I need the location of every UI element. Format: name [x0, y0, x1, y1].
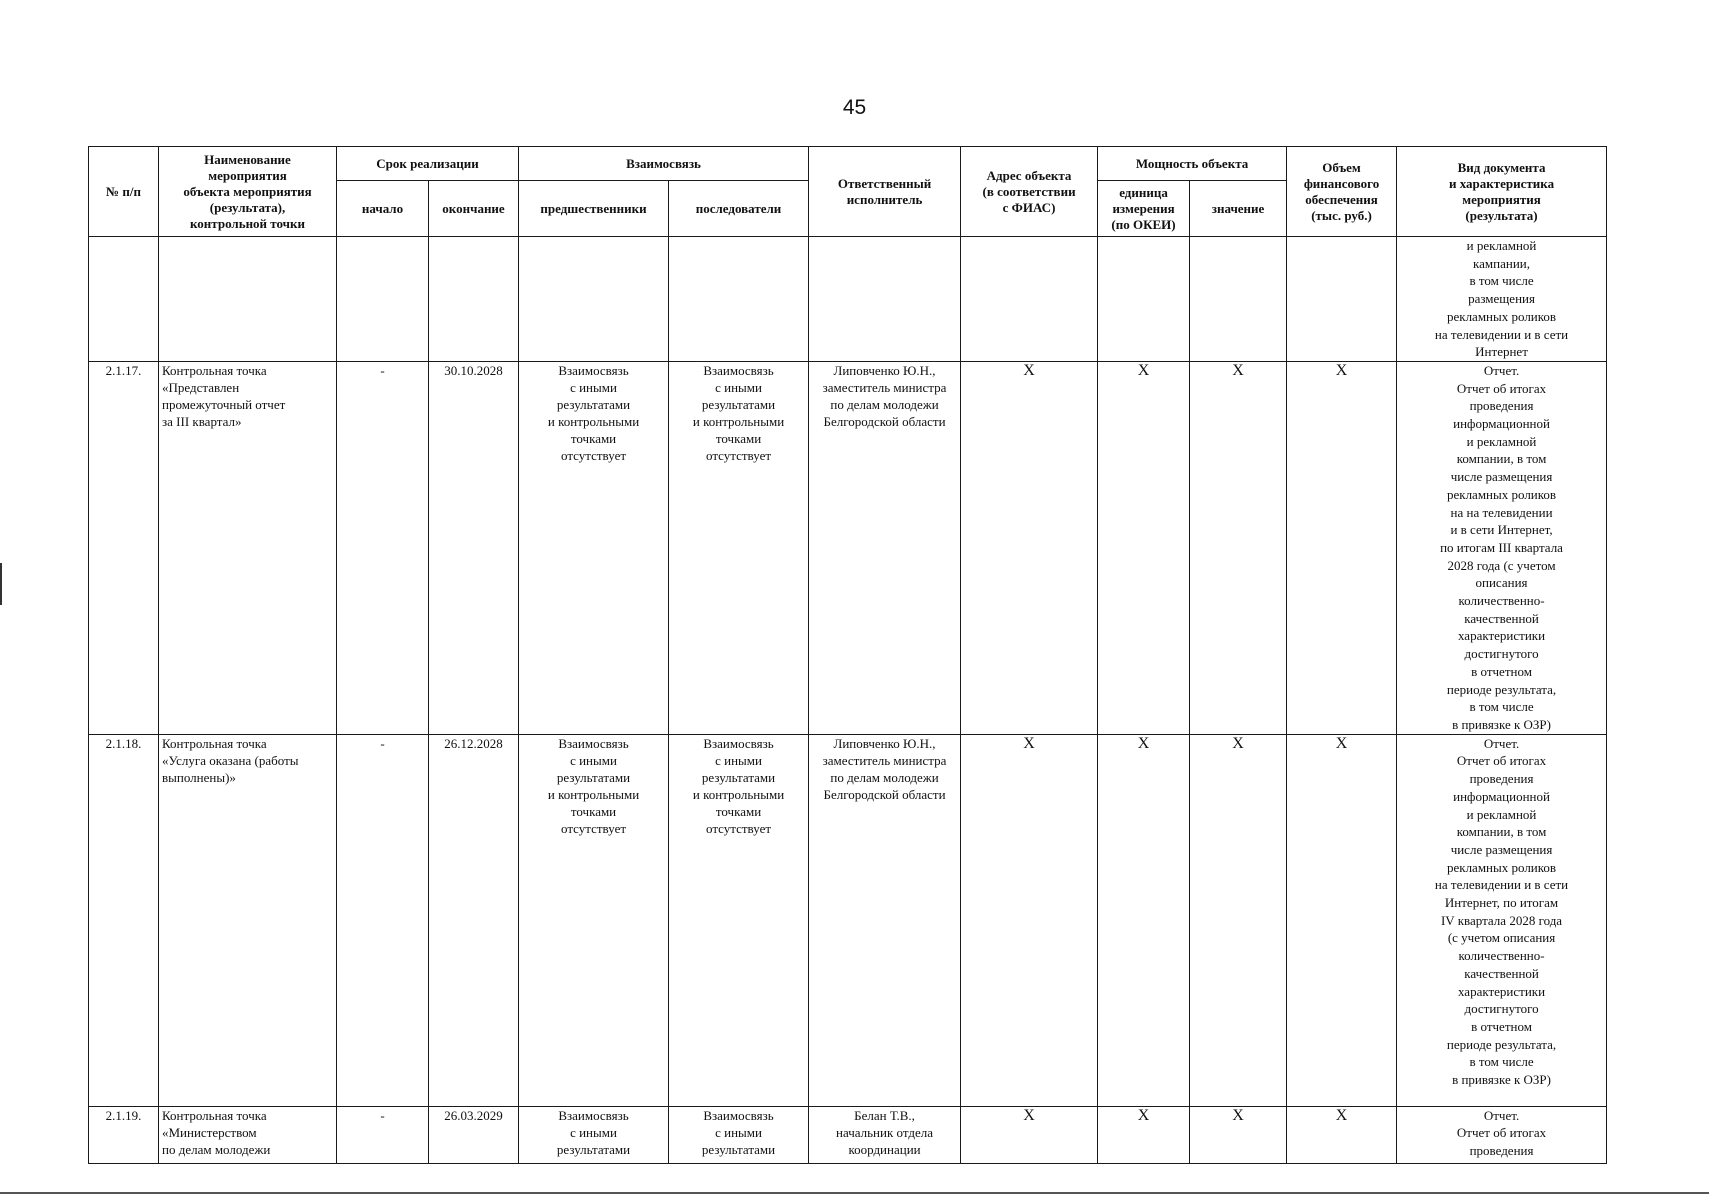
- header-predecessors: предшественники: [519, 181, 669, 237]
- header-row-top: [89, 147, 1607, 181]
- cell-doc: Отчет. Отчет об итогах проведения информационной и рекламной компании, в том числе размещения рекламных роликов на телевидении и в сети Интернет, по итогам IV квартала 2028 года (с учетом описания количественно- качественной характеристики достигнутого в отчетном периоде результата, в том числе в привязке к ОЗР): [1397, 734, 1607, 1106]
- cell-empty: [961, 237, 1098, 362]
- cell-empty: [1190, 237, 1287, 362]
- cell-funding: X: [1287, 1106, 1397, 1163]
- cell-value: X: [1190, 361, 1287, 734]
- cell-empty: [89, 237, 159, 362]
- cell-doc: Отчет. Отчет об итогах проведения: [1397, 1106, 1607, 1163]
- cell-num: 2.1.19.: [89, 1106, 159, 1163]
- header-value: значение: [1190, 181, 1287, 237]
- cell-successors: Взаимосвязь с иными результатами и контрольными точками отсутствует: [669, 361, 809, 734]
- table-row: [89, 361, 1607, 734]
- cell-value: X: [1190, 1106, 1287, 1163]
- header-unit: единица измерения (по ОКЕИ): [1098, 181, 1190, 237]
- cell-name: Контрольная точка «Представлен промежуточный отчет за III квартал»: [159, 361, 337, 734]
- cell-name: Контрольная точка «Услуга оказана (работы выполнены)»: [159, 734, 337, 1106]
- cell-empty: [429, 237, 519, 362]
- cell-empty: [809, 237, 961, 362]
- cell-num: 2.1.17.: [89, 361, 159, 734]
- header-address: Адрес объекта (в соответствии с ФИАС): [961, 147, 1098, 237]
- table-row: [89, 1106, 1607, 1163]
- cell-empty: [669, 237, 809, 362]
- cell-end: 26.12.2028: [429, 734, 519, 1106]
- cell-end: 30.10.2028: [429, 361, 519, 734]
- cell-empty: [519, 237, 669, 362]
- continuation-row: [89, 237, 1607, 362]
- cell-empty: [1287, 237, 1397, 362]
- cell-executor: Липовченко Ю.Н., заместитель министра по делам молодежи Белгородской области: [809, 734, 961, 1106]
- cell-predecessors: Взаимосвязь с иными результатами: [519, 1106, 669, 1163]
- cell-doc: Отчет. Отчет об итогах проведения информационной и рекламной компании, в том числе размещения рекламных роликов на на телевидении и в сети Интернет, по итогам III квартала 2028 года (с учетом описания количественно- качественной характеристики достигнутого в отчетном периоде результата, в том числе в привязке к ОЗР): [1397, 361, 1607, 734]
- cell-start: -: [337, 361, 429, 734]
- scan-bottom-line: [0, 1192, 1709, 1194]
- header-doc: Вид документа и характеристика мероприятия (результата): [1397, 147, 1607, 237]
- cell-empty: [159, 237, 337, 362]
- page-number: 45: [842, 96, 867, 119]
- cell-predecessors: Взаимосвязь с иными результатами и контрольными точками отсутствует: [519, 361, 669, 734]
- cell-doc: и рекламной кампании, в том числе размещения рекламных роликов на телевидении и в сети Интернет: [1397, 237, 1607, 362]
- header-relation: Взаимосвязь: [519, 147, 809, 181]
- plan-table: [88, 146, 1607, 1164]
- cell-empty: [1098, 237, 1190, 362]
- cell-name: Контрольная точка «Министерством по делам молодежи: [159, 1106, 337, 1163]
- cell-unit: X: [1098, 361, 1190, 734]
- cell-start: -: [337, 1106, 429, 1163]
- cell-start: -: [337, 734, 429, 1106]
- header-executor: Ответственный исполнитель: [809, 147, 961, 237]
- header-period: Срок реализации: [337, 147, 519, 181]
- scan-edge-mark: [0, 563, 2, 605]
- table-row: [89, 734, 1607, 1106]
- header-end: окончание: [429, 181, 519, 237]
- cell-unit: X: [1098, 734, 1190, 1106]
- cell-end: 26.03.2029: [429, 1106, 519, 1163]
- cell-unit: X: [1098, 1106, 1190, 1163]
- cell-address: X: [961, 1106, 1098, 1163]
- cell-successors: Взаимосвязь с иными результатами: [669, 1106, 809, 1163]
- cell-address: X: [961, 734, 1098, 1106]
- cell-num: 2.1.18.: [89, 734, 159, 1106]
- cell-executor: Белан Т.В., начальник отдела координации: [809, 1106, 961, 1163]
- header-num: № п/п: [89, 147, 159, 237]
- cell-funding: X: [1287, 734, 1397, 1106]
- cell-address: X: [961, 361, 1098, 734]
- cell-predecessors: Взаимосвязь с иными результатами и контрольными точками отсутствует: [519, 734, 669, 1106]
- cell-value: X: [1190, 734, 1287, 1106]
- header-successors: последователи: [669, 181, 809, 237]
- cell-executor: Липовченко Ю.Н., заместитель министра по делам молодежи Белгородской области: [809, 361, 961, 734]
- cell-funding: X: [1287, 361, 1397, 734]
- cell-successors: Взаимосвязь с иными результатами и контрольными точками отсутствует: [669, 734, 809, 1106]
- header-name: Наименование мероприятия объекта мероприятия (результата), контрольной точки: [159, 147, 337, 237]
- header-funding: Объем финансового обеспечения (тыс. руб.): [1287, 147, 1397, 237]
- header-capacity: Мощность объекта: [1098, 147, 1287, 181]
- cell-empty: [337, 237, 429, 362]
- header-start: начало: [337, 181, 429, 237]
